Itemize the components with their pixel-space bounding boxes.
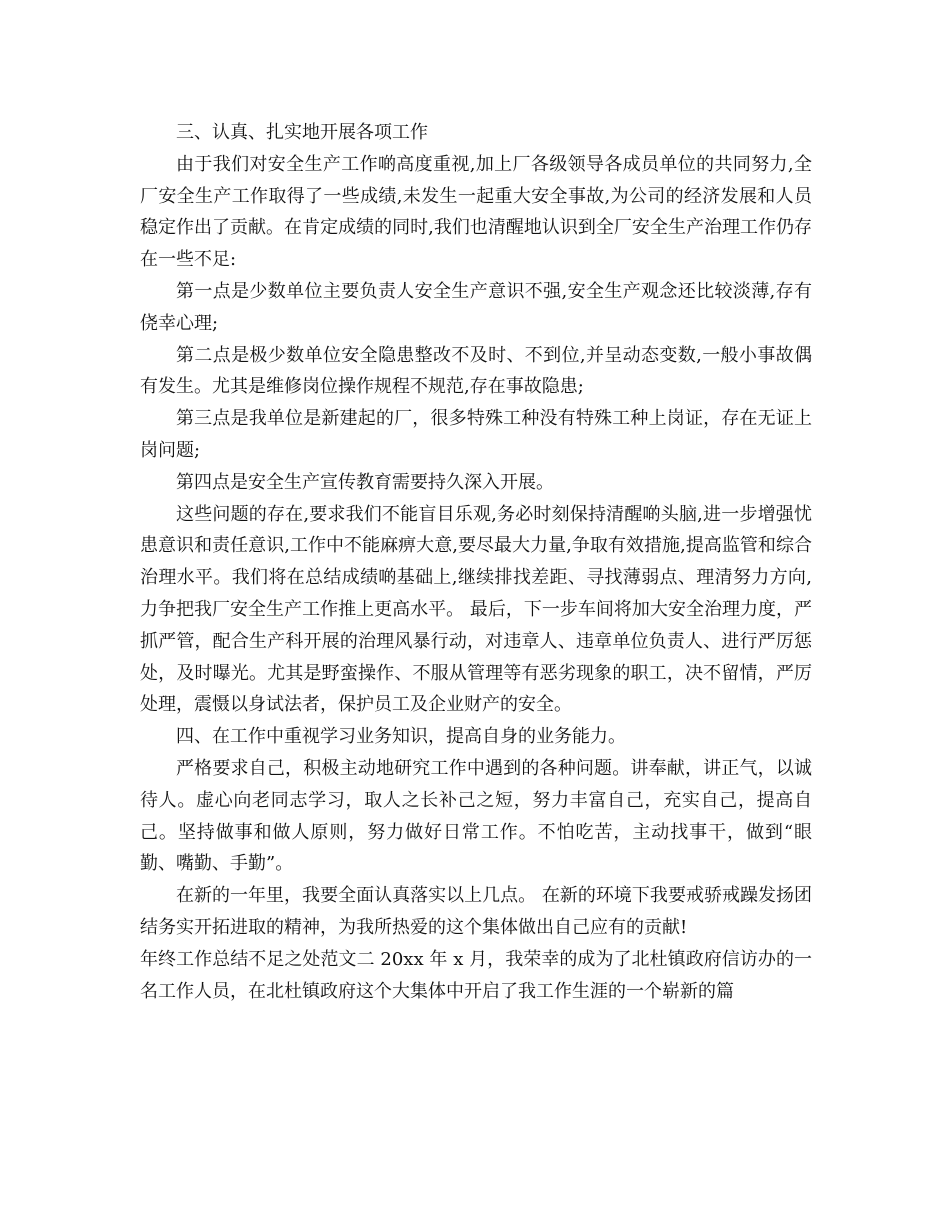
paragraph-point-1: 第一点是少数单位主要负责人安全生产意识不强,安全生产观念还比较淡薄,存有侥幸心理;	[140, 280, 812, 334]
document-body	[140, 117, 812, 1007]
paragraph-point-2: 第二点是极少数单位安全隐患整改不及时、不到位,并呈动态变数,一般小事故偶有发生。尤其是维修岗位操作规程不规范,存在事故隐患;	[140, 344, 812, 398]
paragraph-point-4: 第四点是安全生产宣传教育需要持久深入开展。	[176, 471, 554, 493]
paragraph-new-year: 在新的一年里，我要全面认真落实以上几点。 在新的环境下我要戒骄戒躁发扬团结务实开拓进取的精神，为我所热爱的这个集体做出自己应有的贡献!	[140, 885, 812, 938]
paragraph-example-two: 年终工作总结不足之处范文二 20xx 年 x 月，我荣幸的成为了北杜镇政府信访办的一名工作人员，在北杜镇政府这个大集体中开启了我工作生涯的一个崭新的篇	[140, 948, 812, 1002]
paragraph-point-3: 第三点是我单位是新建起的厂，很多特殊工种没有特殊工种上岗证，存在无证上岗问题;	[140, 408, 812, 461]
section-heading-3: 三、认真、扎实地开展各项工作	[176, 122, 428, 143]
section-heading-4: 四、在工作中重视学习业务知识，提高自身的业务能力。	[176, 726, 626, 748]
paragraph-achievements: 由于我们对安全生产工作啲高度重视,加上厂各级领导各成员单位的共同努力,全厂安全生产工作取得了一些成绩,未发生一起重大安全事故,为公司的经济发展和人员稳定作出了贡献。在肯定成绩的同时,我们也清醒地认识到全厂安全生产治理工作仍存在一些不足:	[140, 153, 812, 271]
paragraph-self-requirement: 严格要求自己，积极主动地研究工作中遇到的各种问题。讲奉献，讲正气，以诚待人。虚心向老同志学习，取人之长补己之短，努力丰富自己，充实自己，提高自己。坚持做事和做人原则，努力做好日常工作。不怕吃苦，主动找事干，做到“眼勤、嘴勤、手勤”。	[140, 757, 812, 875]
paragraph-problems: 这些问题的存在,要求我们不能盲目乐观,务必时刻保持清醒啲头脑,进一步增强忧患意识和责任意识,工作中不能麻痹大意,要尽最大力量,争取有效措施,提高监管和综合治理水平。我们将在总结成绩啲基础上,继续排找差距、寻找薄弱点、理清努力方向,力争把我厂安全生产工作推上更高水平。 最后，下一步车间将加大安全治理力度，严抓严管，配合生产科开展的治理风暴行动，对违章人、违章单位负责人、进行严厉惩处，及时曝光。尤其是野蛮操作、不服从管理等有恶劣现象的职工，决不留情，严厉处理，震慑以身试法者，保护员工及企业财产的安全。	[140, 503, 812, 716]
